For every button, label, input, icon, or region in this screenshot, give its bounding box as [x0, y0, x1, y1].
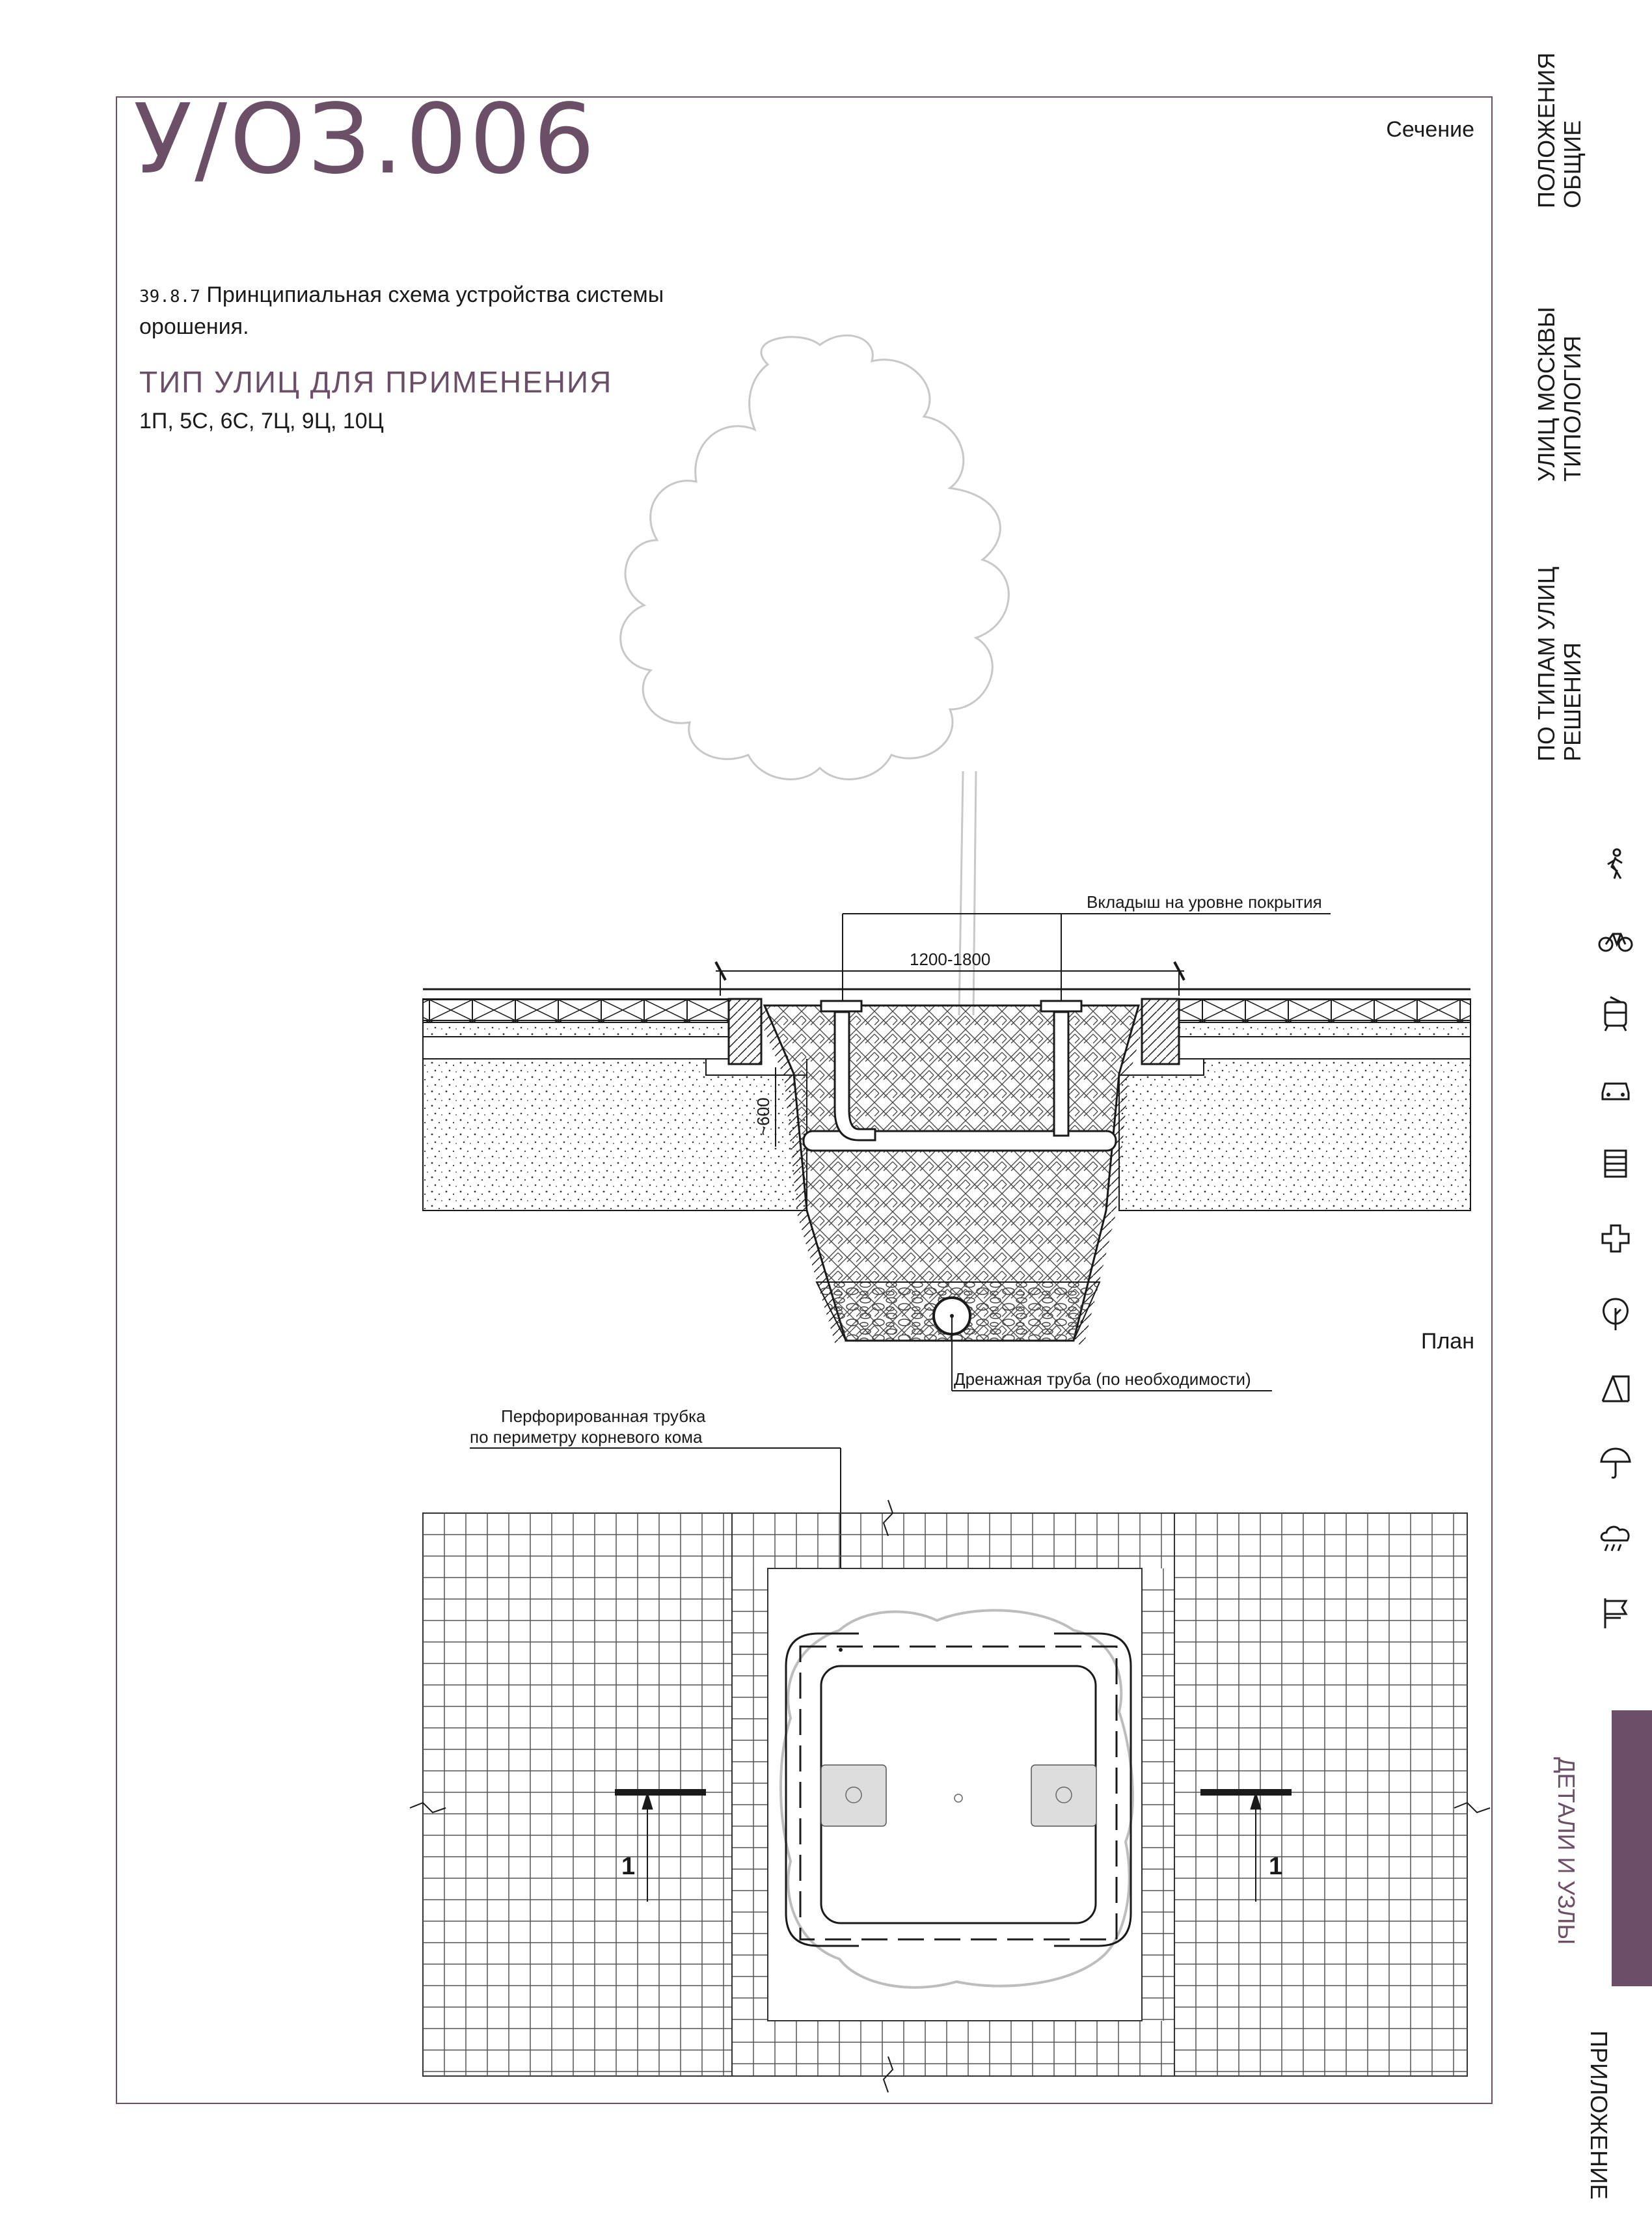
sheet-code: У/ОЗ.006	[133, 83, 597, 195]
lanes-icon[interactable]	[1597, 1145, 1634, 1182]
nav-item-general-line1: ОБЩИЕ	[1559, 120, 1586, 208]
street-types-heading: ТИП УЛИЦ ДЛЯ ПРИМЕНЕНИЯ	[139, 365, 613, 399]
signboard-icon[interactable]	[1597, 1594, 1634, 1631]
umbrella-icon[interactable]	[1597, 1445, 1634, 1481]
nav-item-details[interactable]	[1527, 1731, 1605, 1965]
caption-text: Принципиальная схема устройства системы орошения.	[139, 282, 664, 339]
nav-item-solutions-line2: ПО ТИПАМ УЛИЦ	[1533, 566, 1560, 761]
cut-mark-left: 1	[621, 1853, 636, 1880]
side-navigation	[1533, 0, 1652, 2229]
insert-label: Вкладыш на уровне покрытия	[1087, 892, 1322, 912]
active-section-marker	[1612, 1710, 1652, 1986]
plan-label: План	[1421, 1329, 1474, 1354]
nav-item-appendix[interactable]	[1560, 2004, 1638, 2200]
street-types-list: 1П, 5С, 6С, 7Ц, 9Ц, 10Ц	[139, 409, 384, 433]
nav-item-typology-line2: УЛИЦ МОСКВЫ	[1533, 307, 1560, 482]
tram-icon[interactable]	[1597, 996, 1634, 1032]
nav-item-general-line2: ПОЛОЖЕНИЯ	[1533, 52, 1560, 208]
nav-item-typology[interactable]	[1482, 286, 1638, 482]
drain-label: Дренажная труба (по необходимости)	[954, 1369, 1251, 1389]
perforated-label-1: Перфорированная трубка	[501, 1406, 706, 1426]
caption-number: 39.8.7	[139, 287, 200, 307]
medical-cross-icon[interactable]	[1597, 1220, 1634, 1257]
nav-item-appendix-label: ПРИЛОЖЕНИЕ	[1586, 2031, 1612, 2200]
depth-dimension: ~600	[753, 1097, 773, 1136]
nav-item-details-label: ДЕТАЛИ И УЗЛЫ	[1553, 1757, 1580, 1945]
perforated-label-2: по периметру корневого кома	[470, 1427, 703, 1447]
tree-icon[interactable]	[1597, 1295, 1634, 1332]
section-label: Сечение	[1386, 117, 1474, 142]
nav-item-general[interactable]	[1482, 39, 1638, 208]
cut-mark-right: 1	[1269, 1853, 1283, 1880]
nav-item-solutions-line1: РЕШЕНИЯ	[1559, 642, 1586, 761]
bicycle-icon[interactable]	[1597, 921, 1634, 957]
width-dimension: 1200-1800	[910, 950, 991, 969]
plan-view	[410, 1406, 1490, 2092]
pedestrian-icon[interactable]	[1597, 846, 1634, 882]
nav-item-solutions[interactable]	[1482, 547, 1638, 761]
car-icon[interactable]	[1597, 1071, 1634, 1107]
tent-icon[interactable]	[1597, 1370, 1634, 1406]
nav-item-typology-line1: ТИПОЛОГИЯ	[1559, 335, 1586, 482]
rain-cloud-icon[interactable]	[1597, 1520, 1634, 1556]
section-view	[423, 892, 1470, 1391]
